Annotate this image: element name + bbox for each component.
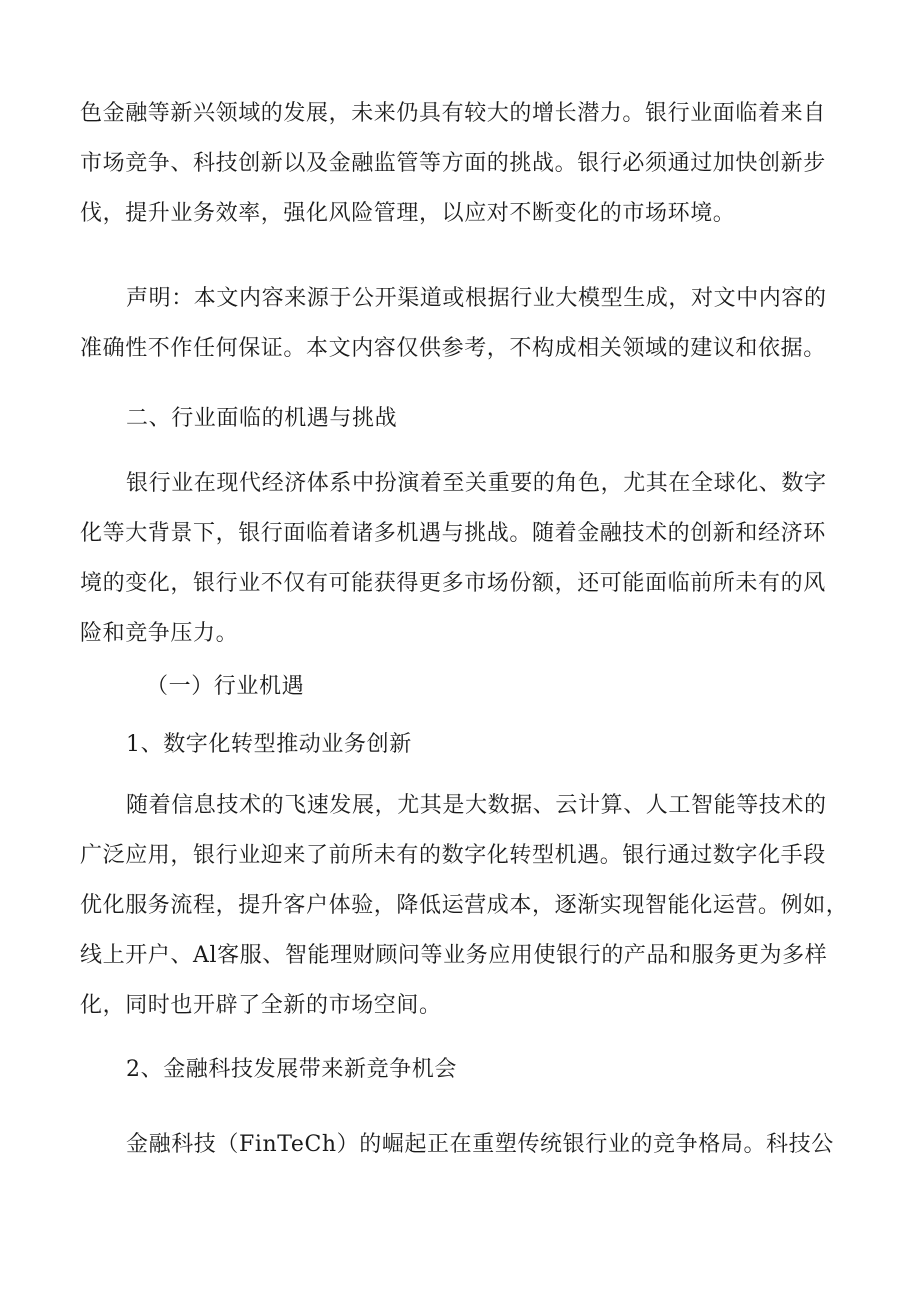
item-heading-text: 1、数字化转型推动业务创新 (126, 732, 412, 757)
item-heading-text: 2、金融科技发展带来新竞争机会 (126, 1057, 457, 1082)
text-line: 险和竞争压力。 (80, 621, 239, 646)
text-line: 化等大背景下，银行面临着诸多机遇与挑战。随着金融技术的创新和经济环 (80, 521, 826, 546)
text-line: 境的变化，银行业不仅有可能获得更多市场份额，还可能面临前所未有的风 (80, 571, 826, 596)
text-line: 伐，提升业务效率，强化风险管理，以应对不断变化的市场环境。 (80, 201, 736, 226)
text-line: 广泛应用，银行业迎来了前所未有的数字化转型机遇。银行通过数字化手段 (80, 843, 826, 868)
subsection-heading-text: （一）行业机遇 (146, 674, 305, 699)
disclaimer-paragraph (80, 274, 844, 374)
item-heading-1 (80, 720, 844, 770)
text-line: 化，同时也开辟了全新的市场空间。 (80, 993, 442, 1018)
text-line: 金融科技（FinTeCh）的崛起正在重塑传统银行业的竞争格局。科技公 (126, 1132, 834, 1157)
paragraph-fintech (80, 1120, 844, 1170)
text-line: 色金融等新兴领域的发展，未来仍具有较大的增长潜力。银行业面临着来自 (80, 101, 826, 126)
text-line: 市场竞争、科技创新以及金融监管等方面的挑战。银行必须通过加快创新步 (80, 151, 826, 176)
paragraph-growth-challenges (80, 89, 844, 239)
subsection-heading (80, 662, 844, 712)
item-heading-2 (80, 1045, 844, 1095)
paragraph-digital-transformation (80, 781, 849, 1031)
text-line: 声明：本文内容来源于公开渠道或根据行业大模型生成，对文中内容的 (126, 286, 827, 311)
text-line: 银行业在现代经济体系中扮演着至关重要的角色，尤其在全球化、数字 (126, 471, 827, 496)
text-line: 随着信息技术的飞速发展，尤其是大数据、云计算、人工智能等技术的 (126, 793, 827, 818)
section-heading (80, 394, 844, 444)
section-heading-text: 二、行业面临的机遇与挑战 (126, 406, 398, 431)
paragraph-opportunities-overview (80, 459, 844, 659)
text-line: 线上开户、Al客服、智能理财顾问等业务应用使银行的产品和服务更为多样 (80, 943, 828, 968)
text-line: 优化服务流程，提升客户体验，降低运营成本，逐渐实现智能化运营。例如， (80, 893, 849, 918)
text-line: 准确性不作任何保证。本文内容仅供参考，不构成相关领域的建议和依据。 (80, 336, 826, 361)
